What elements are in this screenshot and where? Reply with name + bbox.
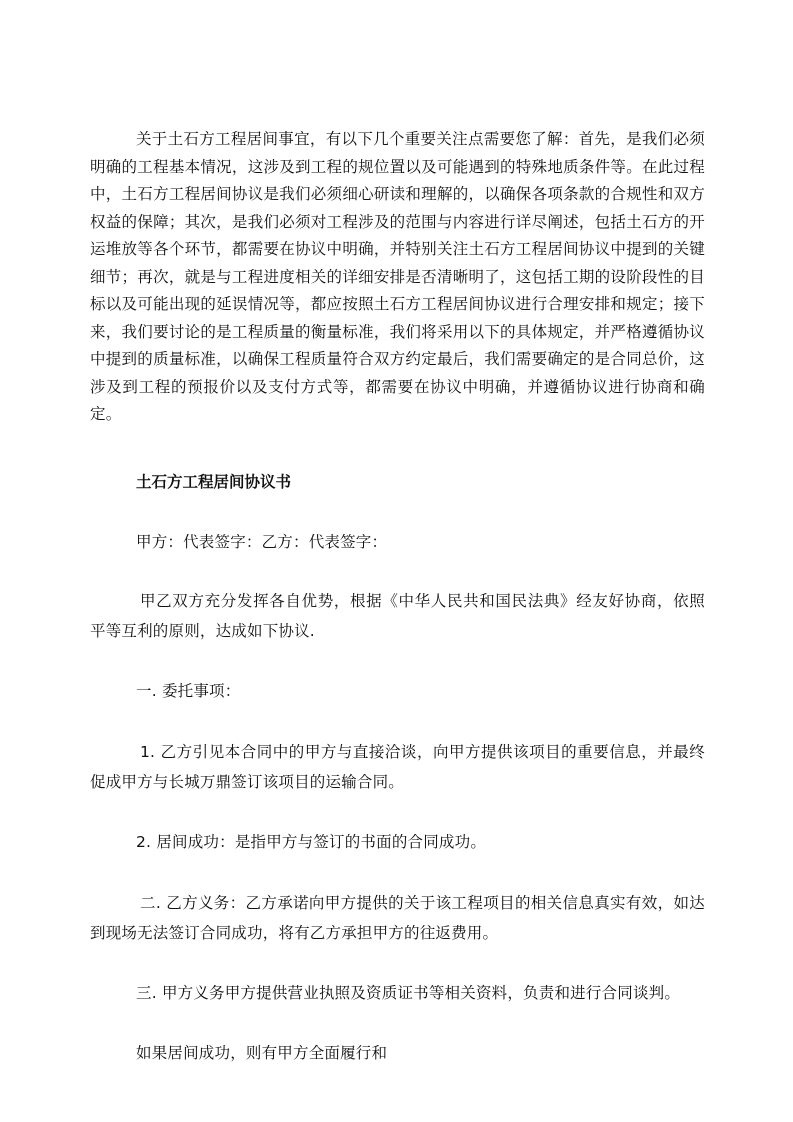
section-2: 二. 乙方义务：乙方承诺向甲方提供的关于该工程项目的相关信息真实有效，如达到现场无法签订合同成功，将有乙方承担甲方的往返费用。: [90, 893, 705, 942]
clause-1: 1. 乙方引见本合同中的甲方与直接洽谈，向甲方提供该项目的重要信息，并最终促成甲方与长城万鼎签订该项目的运输合同。: [90, 742, 705, 791]
document-title: 土石方工程居间协议书: [136, 472, 292, 491]
section-1-heading: 一. 委托事项：: [136, 681, 241, 700]
preamble-paragraph: 甲乙双方充分发挥各自优势，根据《中华人民共和国民法典》经友好协商，依照平等互利的原则，达成如下协议.: [90, 591, 705, 640]
section-3: 三. 甲方义务甲方提供营业执照及资质证书等相关资料，负责和进行合同谈判。: [136, 983, 681, 1002]
intro-paragraph: 关于土石方工程居间事宜，有以下几个重要关注点需要您了解：首先，是我们必须明确的工程基本情况，这涉及到工程的规位置以及可能遇到的特殊地质条件等。在此过程中，土石方工程居间协议是我们必须细心研读和理解的，以确保各项条款的合规性和双方权益的保障；其次，是我们必须对工程涉及的范围与内容进行详尽阐述，包括土石方的开运堆放等各个环节，都需要在协议中明确，并特别关注土石方工程居间协议中提到的关键细节；再次，就是与工程进度相关的详细安排是否清晰明了，这包括工期的设阶段性的目标以及可能出现的延误情况等，都应按照土石方工程居间协议进行合理安排和规定；接下来，我们要讨论的是工程质量的衡量标准，我们将采用以下的具体规定，并严格遵循协议中提到的质量标准，以确保工程质量符合双方约定最后，我们需要确定的是合同总价，这涉及到工程的预报价以及支付方式等，都需要在协议中明确，并遵循协议进行协商和确定。: [90, 130, 705, 423]
parties-line: 甲方：代表签字：乙方：代表签字：: [136, 532, 388, 551]
closing-paragraph: 如果居间成功，则有甲方全面履行和: [136, 1043, 388, 1062]
clause-2: 2. 居间成功：是指甲方与签订的书面的合同成功。: [136, 832, 487, 851]
document-page: [90, 126, 705, 1068]
